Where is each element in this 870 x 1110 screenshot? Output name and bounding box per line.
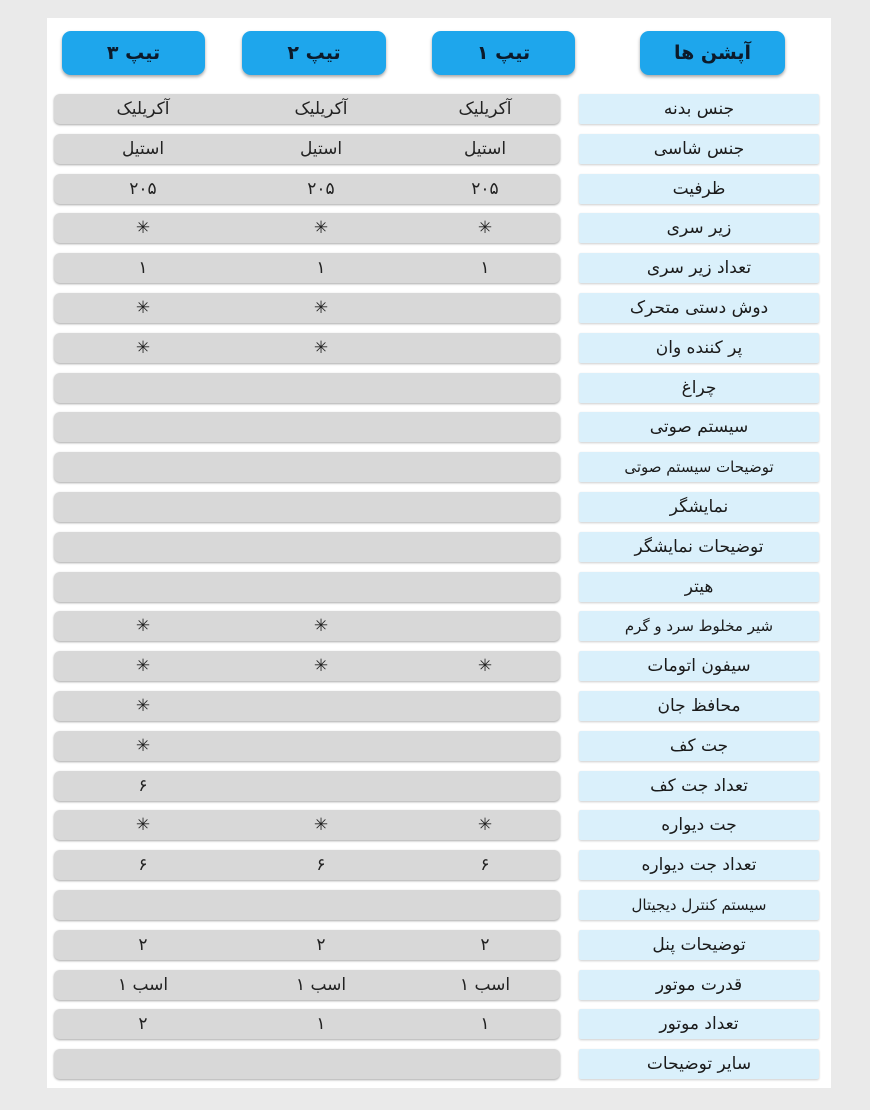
table-row <box>47 610 831 650</box>
option-label: شیر مخلوط سرد و گرم <box>579 611 819 641</box>
type-3-value <box>54 1049 232 1079</box>
option-label: تعداد جت دیواره <box>579 850 819 880</box>
row-values <box>54 293 560 323</box>
type-2-value: ✳ <box>313 656 329 677</box>
type-2-value <box>232 731 410 761</box>
type-3-value: ✳ <box>135 656 151 677</box>
row-values <box>54 134 560 164</box>
row-values <box>54 253 560 283</box>
type-2-value: آکریلیک <box>294 99 348 119</box>
table-row <box>47 531 831 571</box>
type-1-value: ۲۰۵ <box>471 178 499 199</box>
type-2-value <box>232 373 410 403</box>
row-values <box>54 452 560 482</box>
type-3-value: ۶ <box>138 855 148 876</box>
option-label: قدرت موتور <box>579 970 819 1000</box>
type-1-value <box>410 492 560 522</box>
type-1-value <box>410 771 560 801</box>
option-label: ظرفیت <box>579 174 819 204</box>
row-values <box>54 94 560 124</box>
option-label: محافظ جان <box>579 691 819 721</box>
type-2-value: ۱ <box>316 258 326 279</box>
type-3-value: آکریلیک <box>116 99 170 119</box>
table-row <box>47 690 831 730</box>
table-row <box>47 650 831 690</box>
type-2-value: ✳ <box>313 337 329 358</box>
option-label: جت کف <box>579 731 819 761</box>
option-label: هیتر <box>579 572 819 602</box>
type-1-value <box>410 293 560 323</box>
option-label: چراغ <box>579 373 819 403</box>
option-label: پر کننده وان <box>579 333 819 363</box>
type-1-value <box>410 412 560 442</box>
table-row <box>47 929 831 969</box>
row-values <box>54 771 560 801</box>
type-1-value <box>410 731 560 761</box>
type-1-value <box>410 333 560 363</box>
type-2-value: ۶ <box>316 855 326 876</box>
type-1-value <box>410 1049 560 1079</box>
row-values <box>54 532 560 562</box>
option-label: توضیحات نمایشگر <box>579 532 819 562</box>
option-label: تعداد زیر سری <box>579 253 819 283</box>
type-2-value <box>232 532 410 562</box>
option-label: سیستم کنترل دیجیتال <box>579 890 819 920</box>
type-3-value: ✳ <box>135 337 151 358</box>
option-label: جنس بدنه <box>579 94 819 124</box>
row-values <box>54 651 560 681</box>
type-3-value: ۲۰۵ <box>129 178 157 199</box>
header-options: آپشن ها <box>640 31 785 75</box>
option-label: دوش دستی متحرک <box>579 293 819 323</box>
spec-table-card <box>47 18 831 1088</box>
table-row <box>47 969 831 1009</box>
row-values <box>54 333 560 363</box>
row-values <box>54 213 560 243</box>
row-values <box>54 1049 560 1079</box>
row-values <box>54 412 560 442</box>
row-values <box>54 850 560 880</box>
type-2-value: ۲ <box>316 934 326 955</box>
option-label: نمایشگر <box>579 492 819 522</box>
option-label: جنس شاسی <box>579 134 819 164</box>
table-row <box>47 332 831 372</box>
row-values <box>54 373 560 403</box>
option-label: سیستم صوتی <box>579 412 819 442</box>
type-2-value <box>232 572 410 602</box>
type-1-value <box>410 373 560 403</box>
table-row <box>47 849 831 889</box>
type-3-value: ✳ <box>135 815 151 836</box>
row-values <box>54 810 560 840</box>
type-2-value: ✳ <box>313 815 329 836</box>
header-type-2: تیپ ۲ <box>242 31 386 75</box>
type-2-value: ✳ <box>313 616 329 637</box>
type-1-value: ۶ <box>480 855 490 876</box>
option-label: تعداد موتور <box>579 1009 819 1039</box>
type-3-value: ✳ <box>135 695 151 716</box>
type-1-value: آکریلیک <box>458 99 512 119</box>
table-row <box>47 133 831 173</box>
table-row <box>47 372 831 412</box>
table-row <box>47 571 831 611</box>
table-row <box>47 770 831 810</box>
row-values <box>54 930 560 960</box>
type-2-value: ۲۰۵ <box>307 178 335 199</box>
table-row <box>47 889 831 929</box>
type-3-value: ۶ <box>138 775 148 796</box>
type-2-value <box>232 452 410 482</box>
type-1-value: ✳ <box>477 815 493 836</box>
type-1-value: ۱ <box>480 258 490 279</box>
table-row <box>47 809 831 849</box>
type-2-value <box>232 771 410 801</box>
type-3-value: ✳ <box>135 218 151 239</box>
type-2-value: ✳ <box>313 297 329 318</box>
type-1-value <box>410 890 560 920</box>
row-values <box>54 970 560 1000</box>
option-label: زیر سری <box>579 213 819 243</box>
type-3-value <box>54 373 232 403</box>
type-2-value <box>232 890 410 920</box>
type-2-value: ۱ اسب <box>295 974 347 995</box>
row-values <box>54 174 560 204</box>
type-1-value: ✳ <box>477 218 493 239</box>
table-row <box>47 212 831 252</box>
spec-rows <box>47 93 831 1088</box>
option-label: سایر توضیحات <box>579 1049 819 1079</box>
table-row <box>47 1048 831 1088</box>
type-2-value <box>232 1049 410 1079</box>
row-values <box>54 492 560 522</box>
table-row <box>47 491 831 531</box>
option-label: تعداد جت کف <box>579 771 819 801</box>
type-1-value <box>410 572 560 602</box>
type-1-value: ۱ <box>480 1014 490 1035</box>
type-1-value <box>410 611 560 641</box>
option-label: جت دیواره <box>579 810 819 840</box>
type-1-value <box>410 691 560 721</box>
table-row <box>47 173 831 213</box>
type-2-value: ✳ <box>313 218 329 239</box>
option-label: توضیحات سیستم صوتی <box>579 452 819 482</box>
table-row <box>47 292 831 332</box>
table-row <box>47 1008 831 1048</box>
type-1-value: ۱ اسب <box>459 974 511 995</box>
row-values <box>54 691 560 721</box>
option-label: سیفون اتومات <box>579 651 819 681</box>
table-row <box>47 730 831 770</box>
option-label: توضیحات پنل <box>579 930 819 960</box>
table-row <box>47 451 831 491</box>
type-1-value: ۲ <box>480 934 490 955</box>
type-3-value <box>54 890 232 920</box>
type-3-value: ۱ اسب <box>117 974 169 995</box>
type-3-value: ✳ <box>135 735 151 756</box>
type-2-value: استیل <box>299 138 343 159</box>
type-3-value <box>54 412 232 442</box>
header-type-3: تیپ ۳ <box>62 31 205 75</box>
type-3-value: استیل <box>121 138 165 159</box>
type-1-value: استیل <box>463 138 507 159</box>
type-2-value <box>232 412 410 442</box>
type-3-value: ✳ <box>135 297 151 318</box>
type-3-value <box>54 492 232 522</box>
type-3-value: ۱ <box>138 258 148 279</box>
row-values <box>54 611 560 641</box>
type-2-value <box>232 492 410 522</box>
header-type-1: تیپ ۱ <box>432 31 575 75</box>
table-row <box>47 411 831 451</box>
row-values <box>54 572 560 602</box>
type-2-value <box>232 691 410 721</box>
type-3-value: ۲ <box>138 1014 148 1035</box>
type-3-value: ۲ <box>138 934 148 955</box>
type-1-value <box>410 452 560 482</box>
type-3-value: ✳ <box>135 616 151 637</box>
type-2-value: ۱ <box>316 1014 326 1035</box>
type-3-value <box>54 452 232 482</box>
row-values <box>54 890 560 920</box>
row-values <box>54 731 560 761</box>
row-values <box>54 1009 560 1039</box>
table-row <box>47 252 831 292</box>
type-1-value <box>410 532 560 562</box>
type-3-value <box>54 532 232 562</box>
type-1-value: ✳ <box>477 656 493 677</box>
type-3-value <box>54 572 232 602</box>
table-row <box>47 93 831 133</box>
